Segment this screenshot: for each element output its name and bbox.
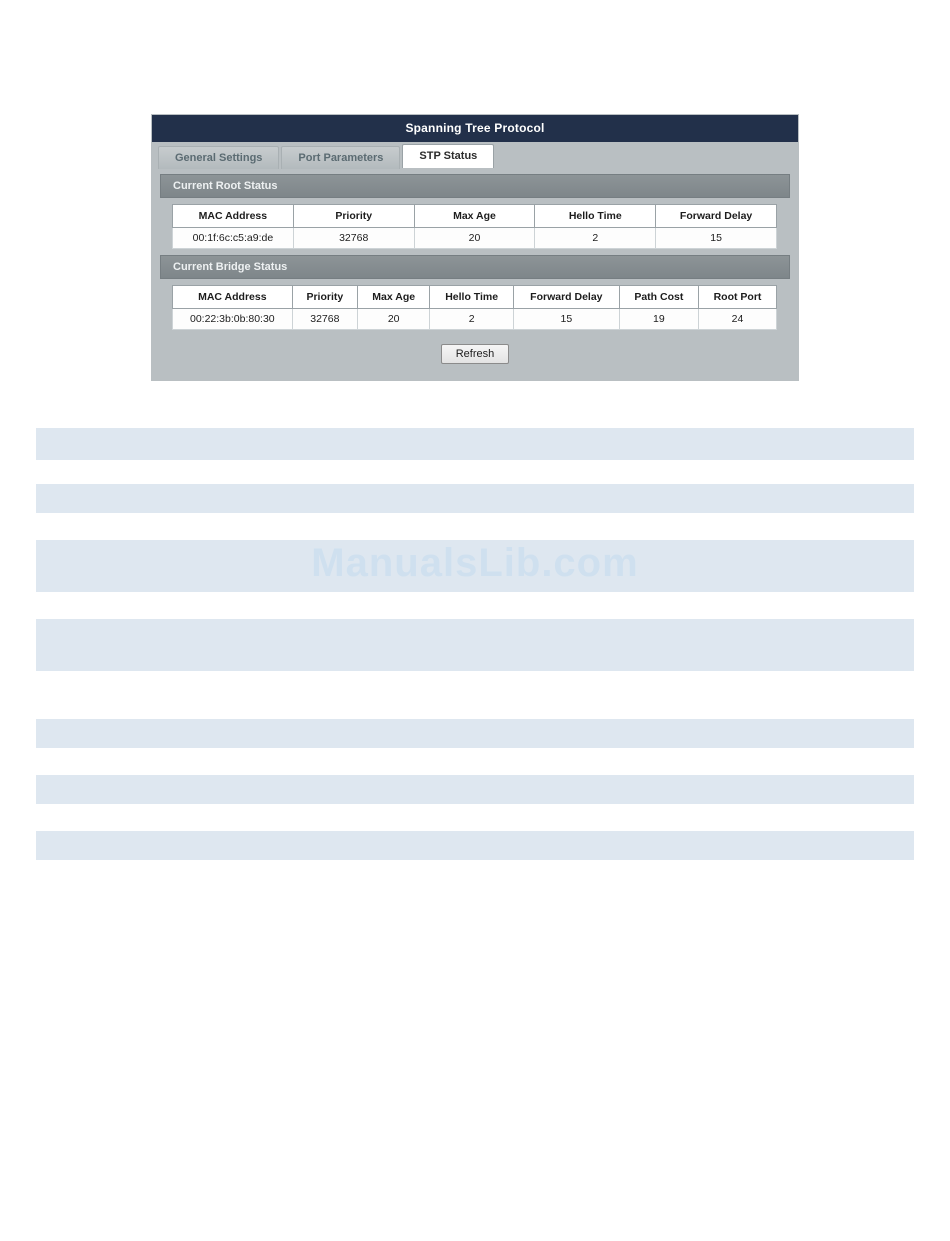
- cell-bridge-hello-time: 2: [430, 309, 514, 330]
- column-header-mac-address: MAC Address: [173, 286, 293, 309]
- column-header-max-age: Max Age: [358, 286, 430, 309]
- cell-bridge-root-port: 24: [698, 309, 776, 330]
- bridge-status-table: [172, 285, 777, 330]
- bridge-status-table-wrap: [160, 285, 790, 330]
- root-status-table: [172, 204, 777, 249]
- cell-root-hello-time: 2: [535, 228, 656, 249]
- redacted-text-bar: [36, 428, 914, 460]
- page-title: Spanning Tree Protocol: [152, 115, 798, 142]
- column-header-priority: Priority: [292, 286, 357, 309]
- redacted-text-bar: [36, 719, 914, 748]
- column-header-path-cost: Path Cost: [619, 286, 698, 309]
- cell-bridge-priority: 32768: [292, 309, 357, 330]
- cell-root-max-age: 20: [414, 228, 535, 249]
- tab-stp-status[interactable]: STP Status: [402, 144, 494, 168]
- column-header-root-port: Root Port: [698, 286, 776, 309]
- column-header-forward-delay: Forward Delay: [656, 205, 777, 228]
- cell-root-priority: 32768: [293, 228, 414, 249]
- section-header-current-bridge-status: Current Bridge Status: [160, 255, 790, 279]
- redacted-text-bar: [36, 484, 914, 513]
- cell-bridge-max-age: 20: [358, 309, 430, 330]
- table-header-row: [173, 286, 777, 309]
- button-row: [152, 330, 798, 380]
- redacted-text-bar: [36, 831, 914, 860]
- column-header-max-age: Max Age: [414, 205, 535, 228]
- cell-root-forward-delay: 15: [656, 228, 777, 249]
- cell-bridge-mac-address: 00:22:3b:0b:80:30: [173, 309, 293, 330]
- column-header-hello-time: Hello Time: [430, 286, 514, 309]
- tab-port-parameters[interactable]: Port Parameters: [281, 146, 400, 169]
- redacted-text-bar: [36, 775, 914, 804]
- table-header-row: [173, 205, 777, 228]
- cell-bridge-forward-delay: 15: [513, 309, 619, 330]
- section-header-current-root-status: Current Root Status: [160, 174, 790, 198]
- refresh-button[interactable]: Refresh: [441, 344, 510, 364]
- tab-bar: [152, 142, 798, 168]
- stp-panel: [151, 114, 799, 381]
- table-row: [173, 228, 777, 249]
- column-header-mac-address: MAC Address: [173, 205, 294, 228]
- redacted-text-bar: [36, 540, 914, 592]
- column-header-forward-delay: Forward Delay: [513, 286, 619, 309]
- watermark: ManualsLib.com: [311, 541, 639, 585]
- cell-bridge-path-cost: 19: [619, 309, 698, 330]
- column-header-hello-time: Hello Time: [535, 205, 656, 228]
- root-status-table-wrap: [160, 204, 790, 249]
- cell-root-mac-address: 00:1f:6c:c5:a9:de: [173, 228, 294, 249]
- table-row: [173, 309, 777, 330]
- redacted-text-bar: [36, 619, 914, 671]
- tab-general-settings[interactable]: General Settings: [158, 146, 279, 169]
- column-header-priority: Priority: [293, 205, 414, 228]
